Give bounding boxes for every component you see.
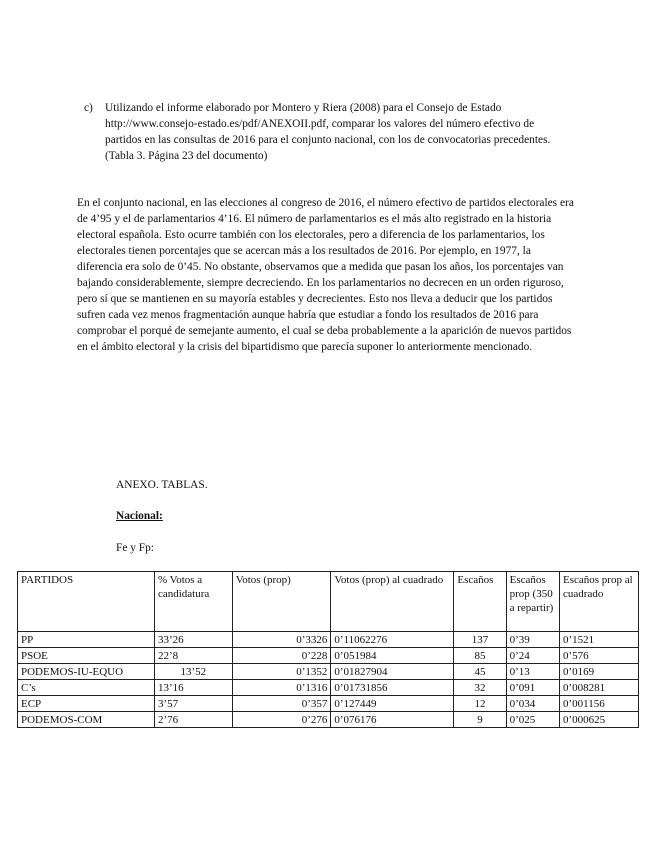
cell-escanos-prop-cuadrado: 0’001156: [560, 696, 639, 712]
cell-votos-prop: 0’276: [232, 712, 331, 728]
table-row: [18, 696, 639, 712]
cell-partido: PP: [18, 632, 155, 648]
cell-partido: PSOE: [18, 648, 155, 664]
cell-escanos: 12: [454, 696, 506, 712]
cell-pct-votos: 22’8: [154, 648, 232, 664]
question-item: [84, 100, 564, 164]
cell-partido: C’s: [18, 680, 155, 696]
cell-votos-prop-cuadrado: 0’01827904: [331, 664, 454, 680]
cell-escanos-prop-cuadrado: 0’0169: [560, 664, 639, 680]
annex-title: ANEXO. TABLAS.: [116, 479, 208, 491]
cell-pct-votos: 3’57: [154, 696, 232, 712]
cell-pct-votos: 2’76: [154, 712, 232, 728]
cell-votos-prop: 0’228: [232, 648, 331, 664]
question-text: Utilizando el informe elaborado por Montero y Riera (2008) para el Consejo de Estado http://www.consejo-estado.es/pdf/ANEXOII.pdf, comparar los valores del número efectivo de partidos en las consultas de 2016 para el conjunto nacional, con los de convocatorias precedentes. (Tabla 3. Página 23 del documento): [105, 102, 551, 162]
table-header-row: [18, 572, 639, 632]
list-marker: c): [84, 102, 93, 114]
cell-escanos: 9: [454, 712, 506, 728]
cell-escanos: 45: [454, 664, 506, 680]
cell-escanos-prop: 0’39: [506, 632, 559, 648]
cell-escanos-prop-cuadrado: 0’576: [560, 648, 639, 664]
cell-partido: PODEMOS-IU-EQUO: [18, 664, 155, 680]
table-row: [18, 648, 639, 664]
annex-label: Fe y Fp:: [116, 542, 154, 554]
cell-escanos-prop-cuadrado: 0’1521: [560, 632, 639, 648]
cell-votos-prop: 0’1316: [232, 680, 331, 696]
cell-pct-votos: 13’52: [154, 664, 232, 680]
header-votos-prop: Votos (prop): [232, 572, 331, 632]
table-row: [18, 680, 639, 696]
cell-partido: PODEMOS-COM: [18, 712, 155, 728]
cell-votos-prop: 0’357: [232, 696, 331, 712]
cell-pct-votos: 33’26: [154, 632, 232, 648]
header-escanos-prop-cuadrado: Escaños prop al cuadrado: [560, 572, 639, 632]
annex-subtitle: Nacional:: [116, 510, 163, 522]
cell-escanos: 137: [454, 632, 506, 648]
cell-partido: ECP: [18, 696, 155, 712]
cell-escanos-prop-cuadrado: 0’000625: [560, 712, 639, 728]
table-row: [18, 632, 639, 648]
cell-escanos-prop: 0’025: [506, 712, 559, 728]
header-pct-votos: % Votos a candidatura: [154, 572, 232, 632]
header-partidos: PARTIDOS: [18, 572, 155, 632]
cell-votos-prop-cuadrado: 0’076176: [331, 712, 454, 728]
cell-escanos-prop-cuadrado: 0’008281: [560, 680, 639, 696]
table-row: [18, 664, 639, 680]
cell-votos-prop-cuadrado: 0’051984: [331, 648, 454, 664]
cell-votos-prop-cuadrado: 0’11062276: [331, 632, 454, 648]
cell-votos-prop-cuadrado: 0’01731856: [331, 680, 454, 696]
header-votos-prop-cuadrado: Votos (prop) al cuadrado: [331, 572, 454, 632]
results-table: [17, 571, 639, 728]
header-escanos-prop: Escaños prop (350 a repartir): [506, 572, 559, 632]
cell-escanos-prop: 0’24: [506, 648, 559, 664]
cell-votos-prop: 0’3326: [232, 632, 331, 648]
cell-escanos-prop: 0’034: [506, 696, 559, 712]
header-escanos: Escaños: [454, 572, 506, 632]
cell-escanos: 85: [454, 648, 506, 664]
cell-votos-prop: 0’1352: [232, 664, 331, 680]
cell-pct-votos: 13’16: [154, 680, 232, 696]
cell-escanos-prop: 0’13: [506, 664, 559, 680]
answer-paragraph: En el conjunto nacional, en las elecciones al congreso de 2016, el número efectivo de partidos electorales era de 4’95 y el de parlamentarios 4’16. El número de parlamentarios es el más alto registrado en la historia electoral española. Esto ocurre también con los electorales, pero a diferencia de los parlamentarios, los electorales tienen porcentajes que se acercan más a los resultados de 2016. Por ejemplo, en 1977, la diferencia era solo de 0’45. No obstante, observamos que a medida que pasan los años, los porcentajes van bajando considerablemente, siempre decreciendo. En los parlamentarios no decrecen en un orden riguroso, pero sí que se mantienen en su mayoría estables y decrecientes. Esto nos lleva a deducir que los partidos sufren cada vez menos fragmentación aunque habría que estudiar a fondo los resultados de 2016 para comprobar el porqué de semejante aumento, el cual se deba probablemente a la aparición de nuevos partidos en el ámbito electoral y la crisis del bipartidismo que parecía suponer lo anteriormente mencionado.: [77, 197, 574, 353]
answer-paragraph-block: [77, 195, 577, 355]
table-row: [18, 712, 639, 728]
cell-votos-prop-cuadrado: 0’127449: [331, 696, 454, 712]
cell-escanos: 32: [454, 680, 506, 696]
cell-escanos-prop: 0’091: [506, 680, 559, 696]
